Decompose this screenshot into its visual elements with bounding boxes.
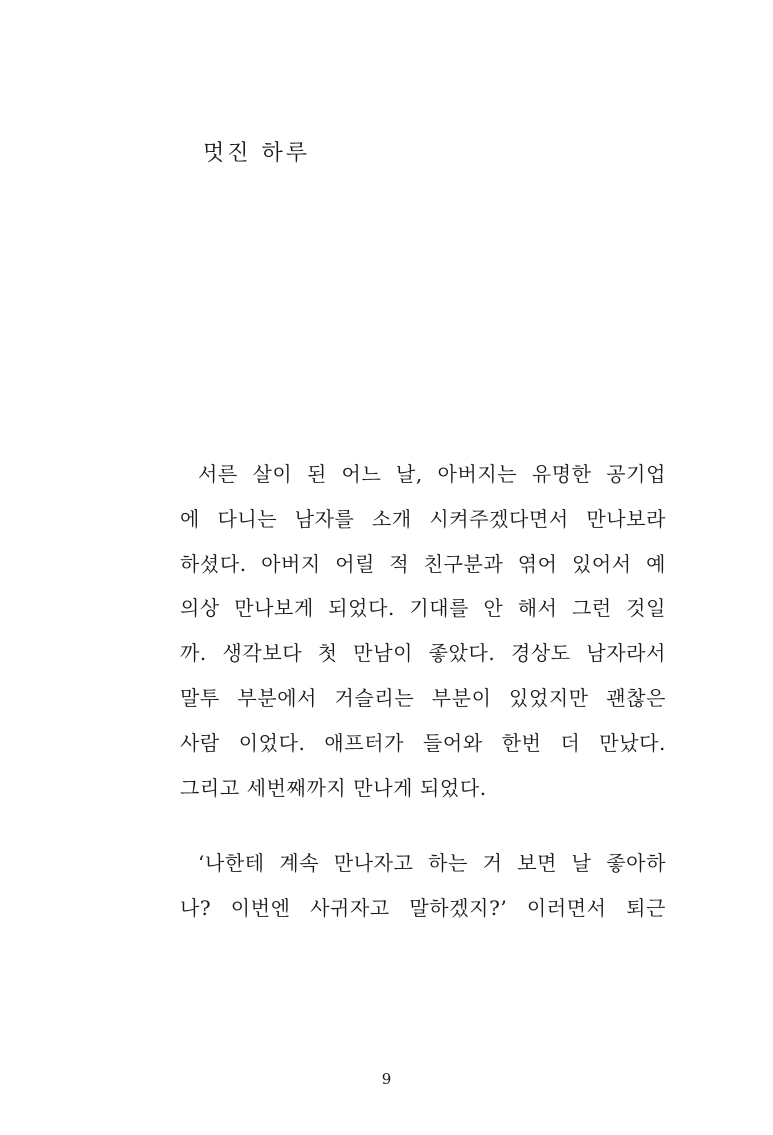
paragraph-line: 까. 생각보다 첫 만남이 좋았다. 경상도 남자라서: [180, 641, 666, 666]
paragraph-1: [180, 452, 666, 810]
paragraph-line: 하셨다. 아버지 어릴 적 친구분과 엮어 있어서 예: [180, 551, 666, 576]
page-number: 9: [381, 1070, 392, 1088]
paragraph-2: [180, 841, 666, 931]
paragraph-line: 서른 살이 된 어느 날, 아버지는 유명한 공기업: [198, 462, 666, 486]
paragraph-line: 사람 이었다. 애프터가 들어와 한번 더 만났다.: [180, 730, 666, 755]
paragraph-line: 나? 이번엔 사귀자고 말하겠지?’ 이러면서 퇴근: [180, 895, 666, 920]
chapter-title: 멋진 하루: [203, 141, 311, 166]
paragraph-line: 에 다니는 남자를 소개 시켜주겠다면서 만나보라: [180, 506, 666, 531]
paragraph-line: 의상 만나보게 되었다. 기대를 안 해서 그런 것일: [180, 596, 666, 621]
paragraph-line: 그리고 세번째까지 만나게 되었다.: [180, 775, 487, 800]
paragraph-line: ‘나한테 계속 만나자고 하는 거 보면 날 좋아하: [198, 851, 666, 875]
paragraph-line: 말투 부분에서 거슬리는 부분이 있었지만 괜찮은: [180, 685, 666, 710]
